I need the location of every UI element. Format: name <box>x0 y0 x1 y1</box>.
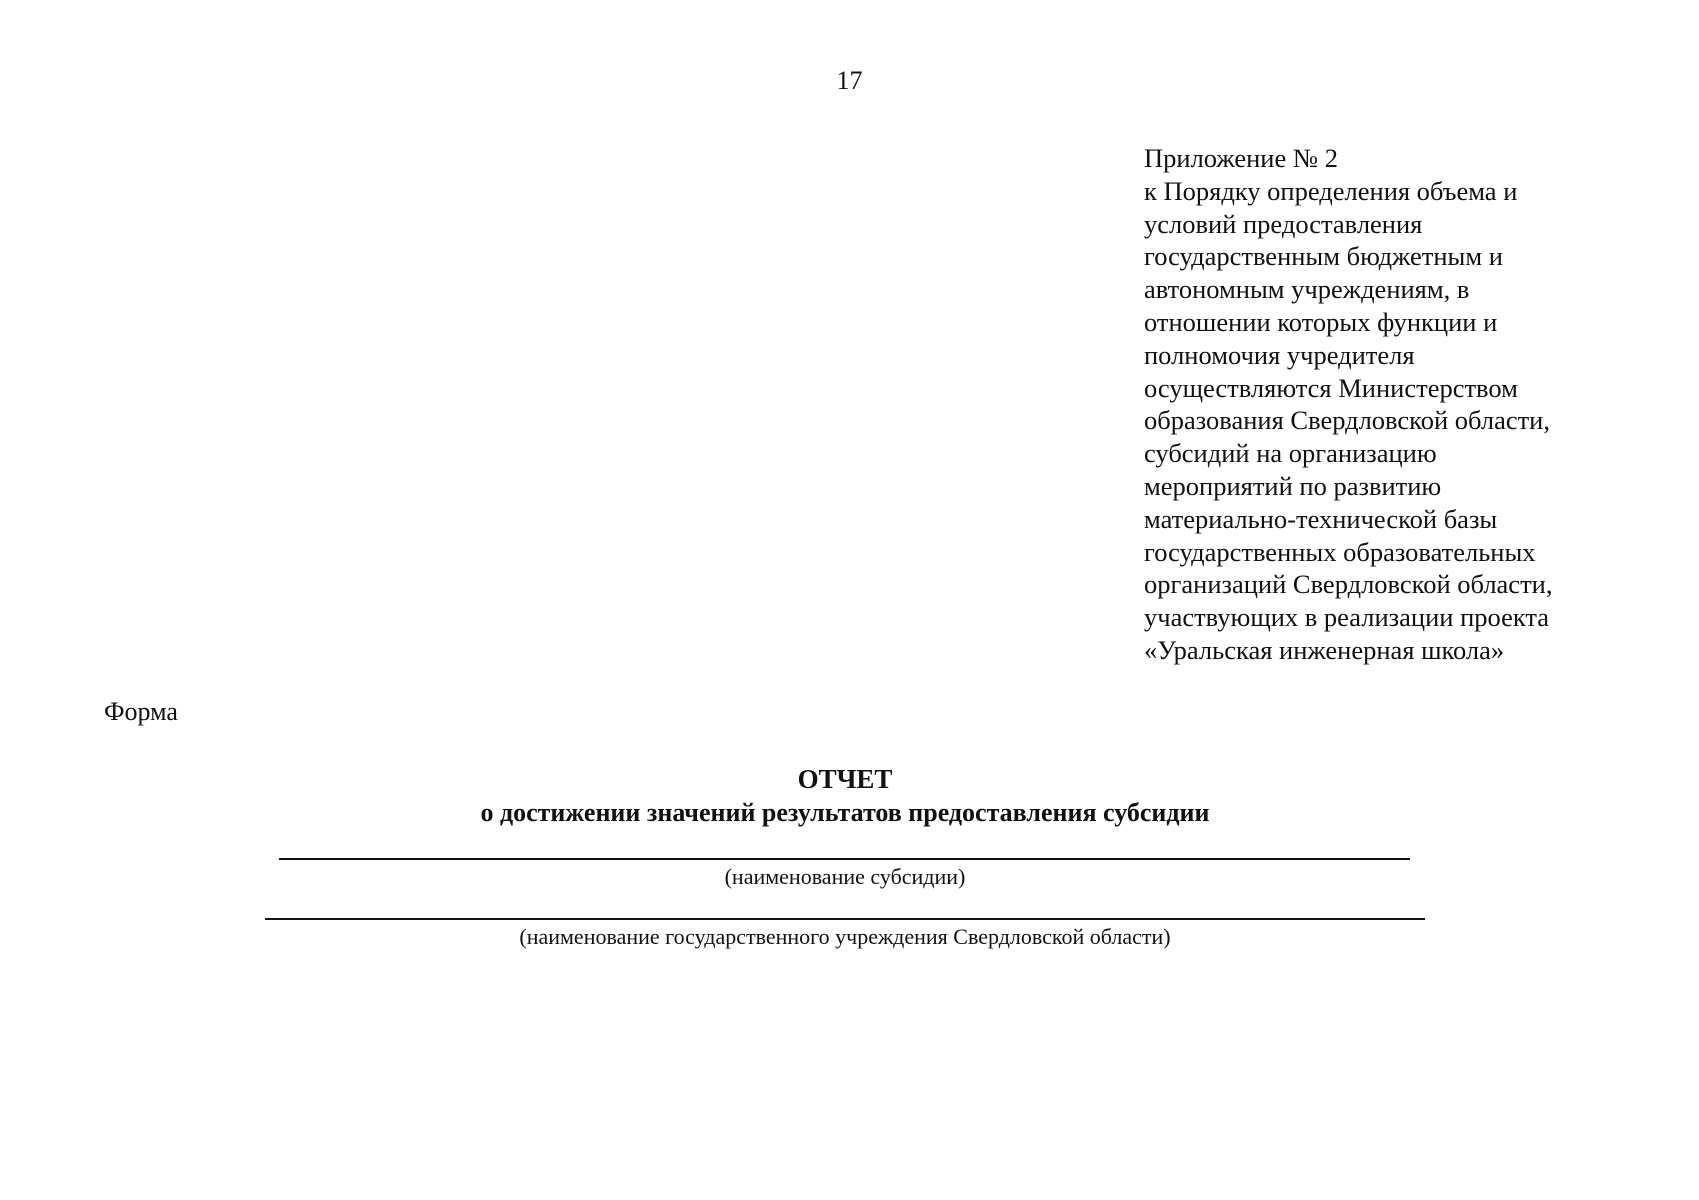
institution-name-caption: (наименование государственного учреждения Свердловской области) <box>519 924 1171 949</box>
appendix-line: условий предоставления <box>1144 208 1423 239</box>
report-subtitle: о достижении значений результатов предоставления субсидии <box>480 798 1210 827</box>
appendix-line: полномочия учредителя <box>1144 339 1415 370</box>
appendix-line: осуществляются Министерством <box>1144 372 1518 403</box>
appendix-line: «Уральская инженерная школа» <box>1144 634 1505 665</box>
appendix-line: Приложение № 2 <box>1144 143 1339 173</box>
appendix-note <box>1144 142 1644 667</box>
page-number: 17 <box>836 66 863 95</box>
appendix-line: государственных образовательных <box>1144 536 1536 567</box>
appendix-line: к Порядку определения объема и <box>1144 175 1518 206</box>
appendix-line: автономным учреждениям, в <box>1144 274 1470 305</box>
form-label: Форма <box>104 697 178 726</box>
subsidy-name-line <box>279 858 1410 860</box>
appendix-line: образования Свердловской области, <box>1144 405 1550 436</box>
appendix-line: мероприятий по развитию <box>1144 470 1442 501</box>
appendix-line: отношении которых функции и <box>1144 306 1498 337</box>
subsidy-name-caption: (наименование субсидии) <box>724 864 966 889</box>
appendix-line: материально-технической базы <box>1144 503 1498 534</box>
appendix-line: субсидий на организацию <box>1144 438 1437 469</box>
report-title: ОТЧЕТ <box>797 764 893 794</box>
institution-name-line <box>265 918 1425 920</box>
appendix-line: государственным бюджетным и <box>1144 241 1503 272</box>
appendix-line: участвующих в реализации проекта <box>1144 602 1550 633</box>
appendix-line: организаций Свердловской области, <box>1144 569 1553 600</box>
